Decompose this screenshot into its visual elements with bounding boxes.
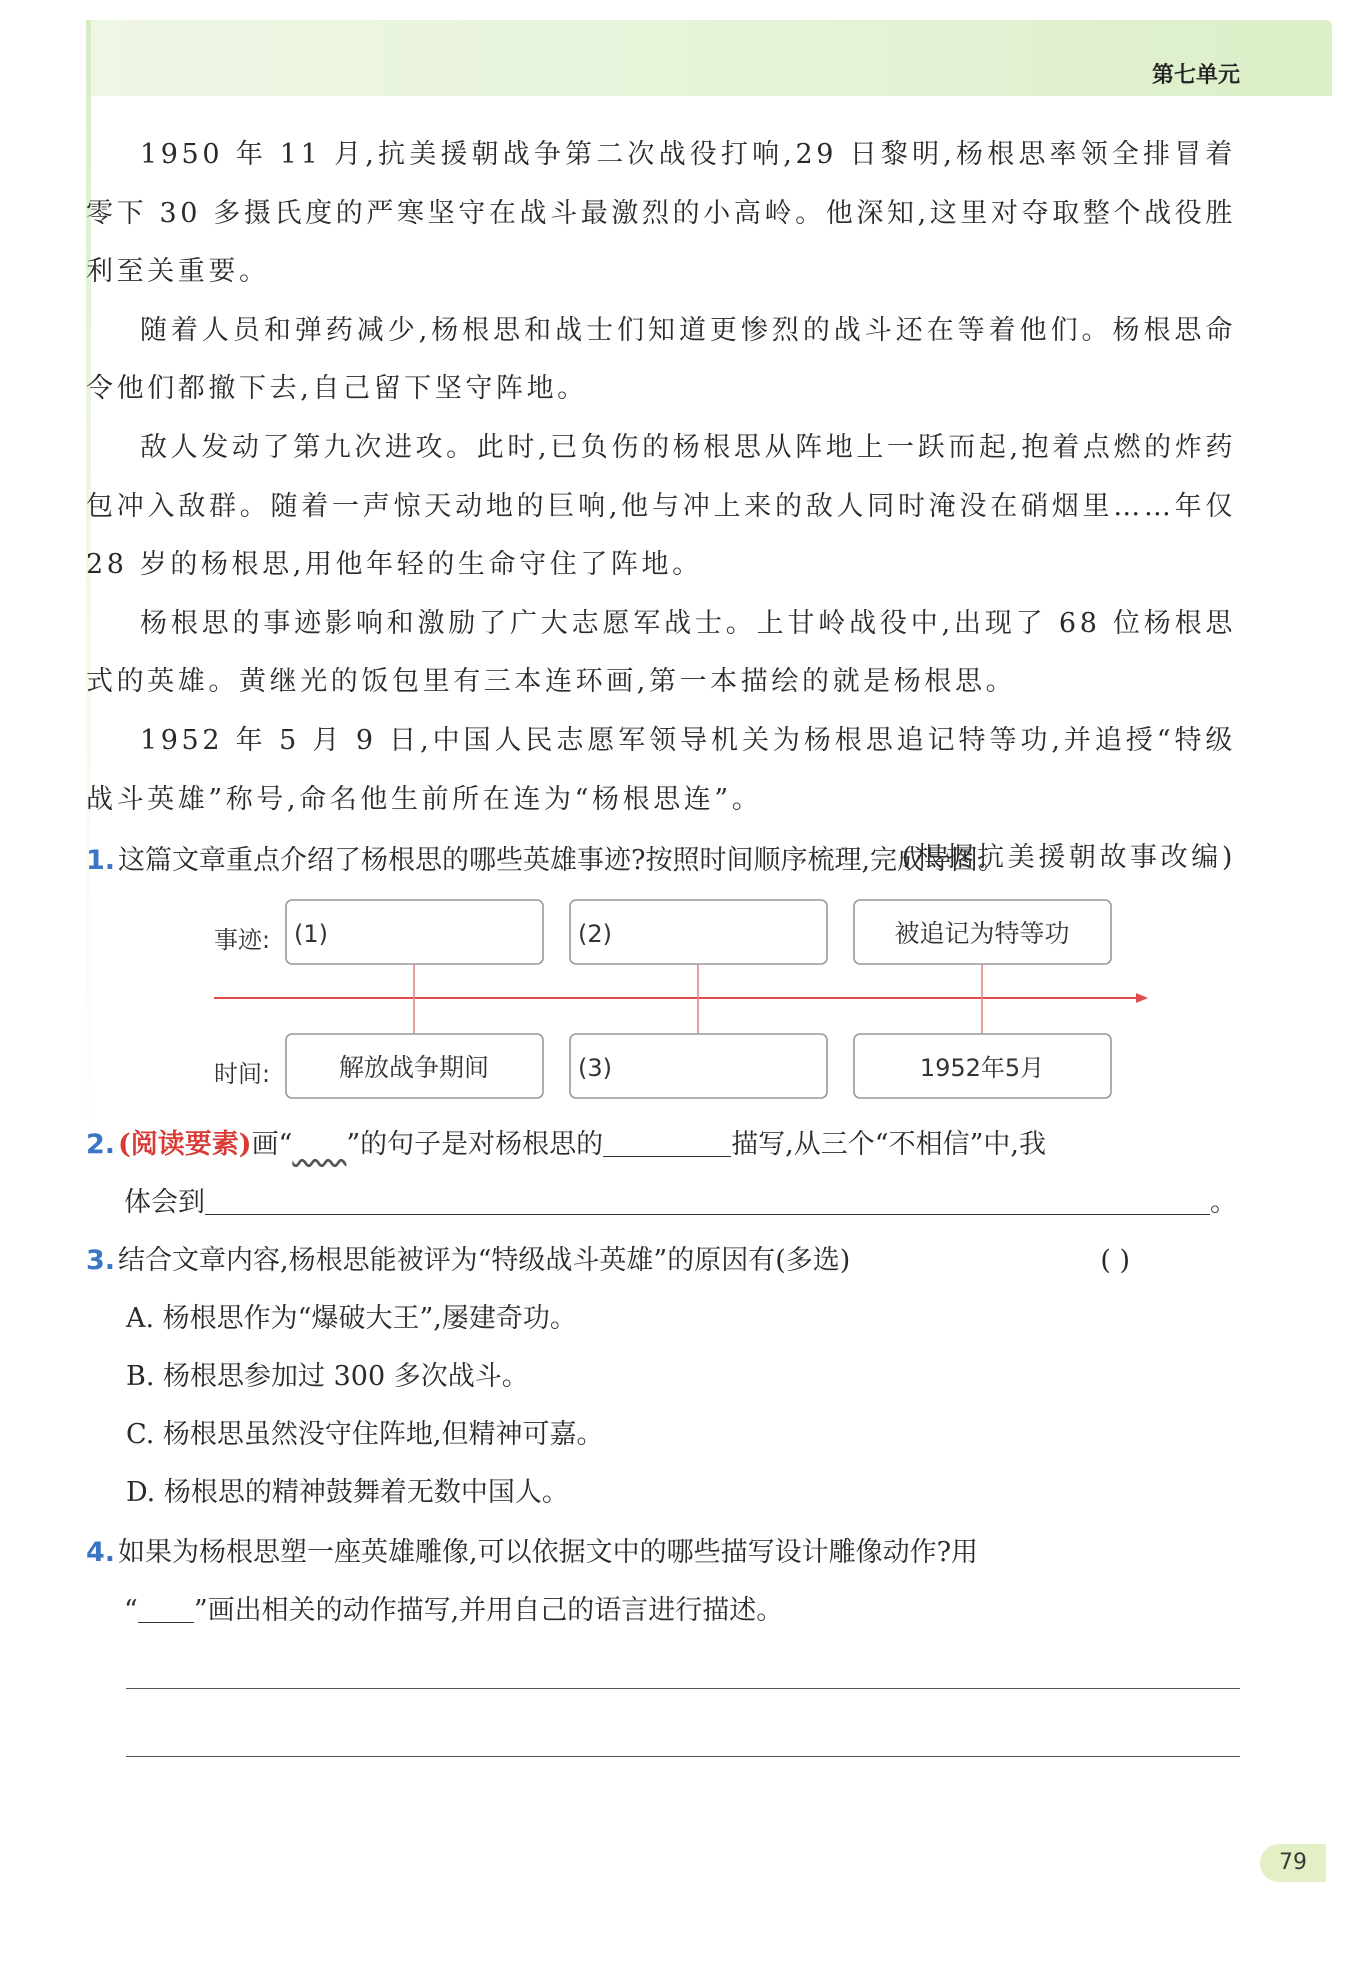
- question-number: 4.: [86, 1537, 116, 1568]
- timeline-arrowhead: [1136, 993, 1148, 1003]
- option-c[interactable]: C. 杨根思虽然没守住阵地,但精神可嘉。: [126, 1419, 604, 1450]
- question-1-text: 这篇文章重点介绍了杨根思的哪些英雄事迹?按照时间顺序梳理,完成导图。: [118, 845, 1006, 876]
- unit-label: 第七单元: [1151, 63, 1240, 88]
- question-1: [86, 832, 1246, 890]
- question-3-text: 结合文章内容,杨根思能被评为“特级战斗英雄”的原因有(多选): [118, 1245, 851, 1276]
- question-3: [86, 1232, 1246, 1290]
- q2-text-part1: 画“: [251, 1129, 293, 1160]
- header-band: [86, 20, 1332, 96]
- answer-line-2[interactable]: [126, 1756, 1240, 1757]
- passage-source: (根据抗美援朝故事改编): [901, 842, 1236, 874]
- option-a[interactable]: A. 杨根思作为“爆破大王”,屡建奇功。: [126, 1303, 577, 1334]
- time-3-label: 1952年5月: [919, 1054, 1045, 1082]
- question-number: 2.: [86, 1129, 116, 1160]
- answer-blank-insight[interactable]: [205, 1184, 1210, 1215]
- times-row-label: 时间:: [214, 1060, 271, 1088]
- answer-blank-description-type[interactable]: [603, 1126, 731, 1157]
- reading-passage: [86, 126, 1236, 888]
- deeds-row-label: 事迹:: [214, 926, 271, 954]
- deed-2-label: (2): [578, 920, 612, 948]
- time-2-label: (3): [578, 1054, 612, 1082]
- deed-1-label: (1): [294, 920, 328, 948]
- passage-paragraph-5: 1952 年 5 月 9 日,中国人民志愿军领导机关为杨根思追记特等功,并追授“特级战斗英雄”称号,命名他生前所在连为“杨根思连”。: [86, 724, 1236, 815]
- passage-paragraph-2: 随着人员和弹药减少,杨根思和战士们知道更惨烈的战斗还在等着他们。杨根思命令他们都撤下去,自己留下坚守阵地。: [86, 314, 1236, 405]
- q2-text-part2: ”的句子是对杨根思的: [346, 1129, 604, 1160]
- question-number: 3.: [86, 1245, 116, 1276]
- question-4: [86, 1524, 1246, 1582]
- q4-open-quote: “: [124, 1595, 138, 1626]
- question-4-text-line1: 如果为杨根思塑一座英雄雕像,可以依据文中的哪些描写设计雕像动作?用: [118, 1537, 979, 1568]
- straight-line-marker: [138, 1598, 194, 1623]
- wavy-line-marker: [292, 1129, 346, 1160]
- q2-text-part4: 体会到: [124, 1187, 205, 1218]
- q2-end-mark: 。: [1210, 1187, 1237, 1218]
- timeline-diagram: [200, 896, 1160, 1106]
- option-d[interactable]: D. 杨根思的精神鼓舞着无数中国人。: [126, 1477, 569, 1508]
- option-b[interactable]: B. 杨根思参加过 300 多次战斗。: [126, 1361, 529, 1392]
- answer-line-1[interactable]: [126, 1688, 1240, 1689]
- question-2-line-2: [86, 1174, 1284, 1232]
- deed-3-label: 被追记为特等功: [894, 919, 1070, 948]
- question-4-line-2: [86, 1582, 1284, 1640]
- question-4-text-line2: ”画出相关的动作描写,并用自己的语言进行描述。: [193, 1595, 784, 1626]
- page-number: 79: [1260, 1844, 1326, 1882]
- question-2: [86, 1116, 1246, 1174]
- passage-paragraph-3: 敌人发动了第九次进攻。此时,已负伤的杨根思从阵地上一跃而起,抱着点燃的炸药包冲入敌群。随着一声惊天动地的巨响,他与冲上来的敌人同时淹没在硝烟里……年仅 28 岁的杨根思,用他年轻的生命守住了阵地。: [86, 431, 1236, 581]
- q2-text-part3: 描写,从三个“不相信”中,我: [731, 1129, 1046, 1160]
- question-number: 1.: [86, 845, 116, 876]
- passage-paragraph-1: 1950 年 11 月,抗美援朝战争第二次战役打响,29 日黎明,杨根思率领全排冒着零下 30 多摄氏度的严寒坚守在战斗最激烈的小高岭。他深知,这里对夺取整个战役胜利至关重要。: [86, 139, 1236, 288]
- time-1-label: 解放战争期间: [338, 1053, 490, 1082]
- answer-parentheses[interactable]: ( ): [1100, 1245, 1130, 1276]
- reading-element-tag: (阅读要素): [118, 1129, 252, 1160]
- passage-paragraph-4: 杨根思的事迹影响和激励了广大志愿军战士。上甘岭战役中,出现了 68 位杨根思式的英雄。黄继光的饭包里有三本连环画,第一本描绘的就是杨根思。: [86, 607, 1236, 698]
